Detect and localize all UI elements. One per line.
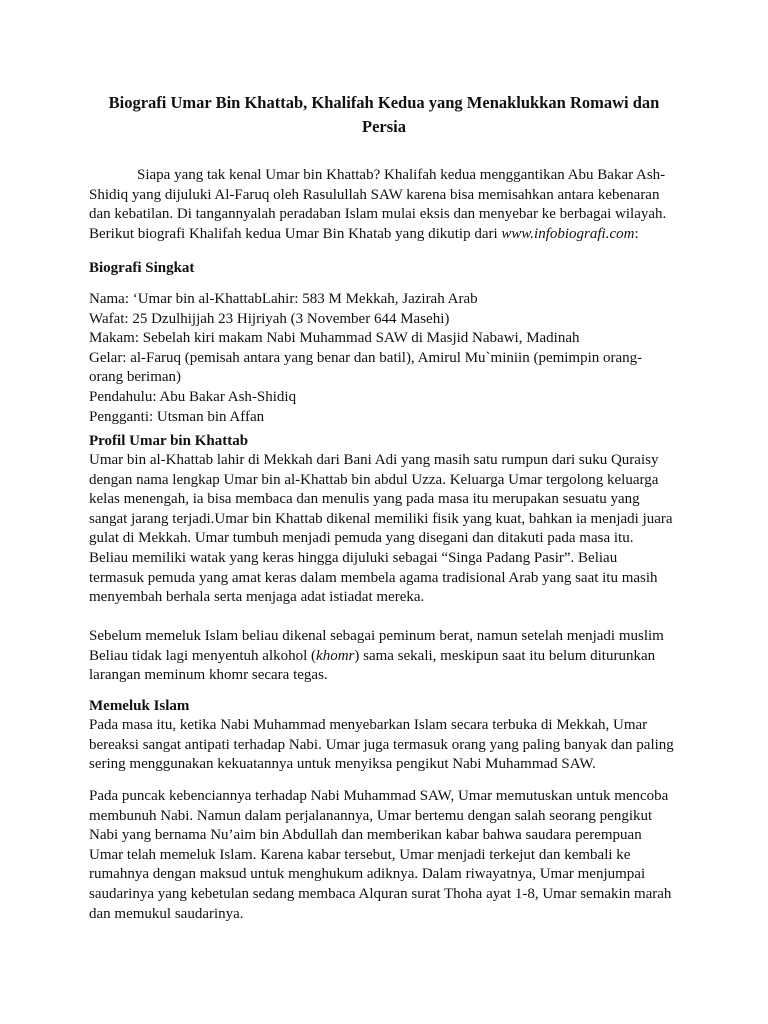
source-link[interactable]: www.infobiografi.com	[501, 225, 635, 242]
paragraph-line: kelas menengah, ia bisa membaca dan menulis yang pada masa itu merupakan sesuatu yang	[89, 491, 640, 508]
title-line: Biografi Umar Bin Khattab, Khalifah Kedua yang Menaklukkan Romawi dan	[108, 93, 660, 112]
paragraph-line: sering menggunakan kekuatannya untuk menyiksa pengikut Nabi Muhammad SAW.	[89, 756, 596, 773]
paragraph-line: Pada puncak kebenciannya terhadap Nabi Muhammad SAW, Umar memutuskan untuk mencoba	[89, 788, 669, 804]
paragraph-line: larangan meminum khomr secara tegas.	[89, 667, 328, 684]
paragraph-line: sangat jarang terjadi.Umar bin Khattab dikenal memiliki fisik yang kuat, bahkan ia menjadi juara	[89, 510, 673, 527]
italic-term: khomr	[316, 647, 355, 664]
text-segment: ) sama sekali, meskipun saat itu belum diturunkan	[354, 647, 656, 664]
section-heading-memeluk-islam: Memeluk Islam	[89, 698, 190, 714]
info-line: Makam: Sebelah kiri makam Nabi Muhammad SAW di Masjid Nabawi, Madinah	[89, 330, 580, 347]
info-line: Pengganti: Utsman bin Affan	[89, 408, 265, 425]
paragraph-line: Beliau memiliki watak yang keras hingga dijuluki sebagai “Singa Padang Pasir”. Beliau	[89, 549, 618, 566]
info-line: Pendahulu: Abu Bakar Ash-Shidiq	[89, 388, 297, 405]
paragraph-line: bereaksi sangat antipati terhadap Nabi. Umar juga termasuk orang yang paling banyak dan paling	[89, 736, 674, 753]
paragraph-line: Umar bin al-Khattab lahir di Mekkah dari Bani Adi yang masih satu rumpun dari suku Quraisy	[89, 452, 659, 468]
paragraph-line: rumahnya dengan maksud untuk menghukum adiknya. Dalam riwayatnya, Umar menjumpai	[89, 866, 646, 883]
paragraph-line: dan memukul saudarinya.	[89, 905, 244, 922]
paragraph-line: menyembah berhala serta menjaga adat istiadat mereka.	[89, 589, 425, 606]
paragraph-line: Umar telah memeluk Islam. Karena kabar tersebut, Umar menjadi terkejut dan kembali ke	[89, 846, 631, 863]
paragraph-line: Sebelum memeluk Islam beliau dikenal sebagai peminum berat, namun setelah menjadi muslim	[89, 628, 664, 644]
paragraph-line: Siapa yang tak kenal Umar bin Khattab? Khalifah kedua menggantikan Abu Bakar Ash-	[137, 167, 666, 183]
puncak-paragraph	[89, 787, 689, 924]
section-heading-biografi-singkat: Biografi Singkat	[89, 260, 195, 276]
paragraph-line: gulat di Mekkah. Umar tumbuh menjadi pemuda yang disegani dan ditakuti pada masa itu.	[89, 530, 634, 547]
text-segment: Berikut biografi Khalifah kedua Umar Bin Khatab yang dikutip dari	[89, 225, 502, 242]
intro-paragraph	[89, 166, 689, 244]
info-line: Gelar: al-Faruq (pemisah antara yang benar dan batil), Amirul Mu`miniin (pemimpin orang-	[89, 349, 643, 366]
paragraph-line: dan kebatilan. Di tangannyalah peradaban Islam mulai eksis dan menyebar ke berbagai wilayah.	[89, 206, 667, 223]
paragraph-line: dengan nama lengkap Umar bin al-Khattab bin abdul Uzza. Keluarga Umar tergolong keluarga	[89, 471, 659, 488]
paragraph-line: saudarinya yang kebetulan sedang membaca Alquran surat Thoha ayat 1-8, Umar semakin marah	[89, 885, 672, 902]
paragraph-line: termasuk pemuda yang amat keras dalam membela agama tradisional Arab yang saat itu masih	[89, 569, 658, 586]
info-line: Nama: ‘Umar bin al-KhattabLahir: 583 M Mekkah, Jazirah Arab	[89, 291, 478, 307]
title-line: Persia	[362, 117, 406, 136]
info-line: orang beriman)	[89, 369, 182, 386]
sebelum-paragraph	[89, 627, 689, 686]
info-line: Wafat: 25 Dzulhijjah 23 Hijriyah (3 November 644 Masehi)	[89, 310, 450, 327]
paragraph-line: membunuh Nabi. Namun dalam perjalanannya, Umar bertemu dengan salah seorang pengikut	[89, 807, 653, 824]
memeluk-islam-paragraph	[89, 716, 689, 775]
paragraph-line	[89, 647, 689, 667]
text-segment: :	[634, 225, 639, 242]
profil-paragraph	[89, 451, 689, 608]
biografi-singkat-list	[89, 290, 689, 427]
text-segment: Beliau tidak lagi menyentuh alkohol (	[89, 647, 317, 664]
paragraph-line: Pada masa itu, ketika Nabi Muhammad menyebarkan Islam secara terbuka di Mekkah, Umar	[89, 717, 648, 733]
paragraph-line: Shidiq yang dijuluki Al-Faruq oleh Rasulullah SAW karena bisa memisahkan antara kebenaran	[89, 186, 660, 203]
document-title	[70, 91, 698, 139]
section-heading-profil: Profil Umar bin Khattab	[89, 433, 249, 449]
paragraph-line	[89, 225, 689, 245]
paragraph-line: Nabi yang bernama Nu’aim bin Abdullah dan memberikan kabar bahwa saudara perempuan	[89, 827, 642, 844]
